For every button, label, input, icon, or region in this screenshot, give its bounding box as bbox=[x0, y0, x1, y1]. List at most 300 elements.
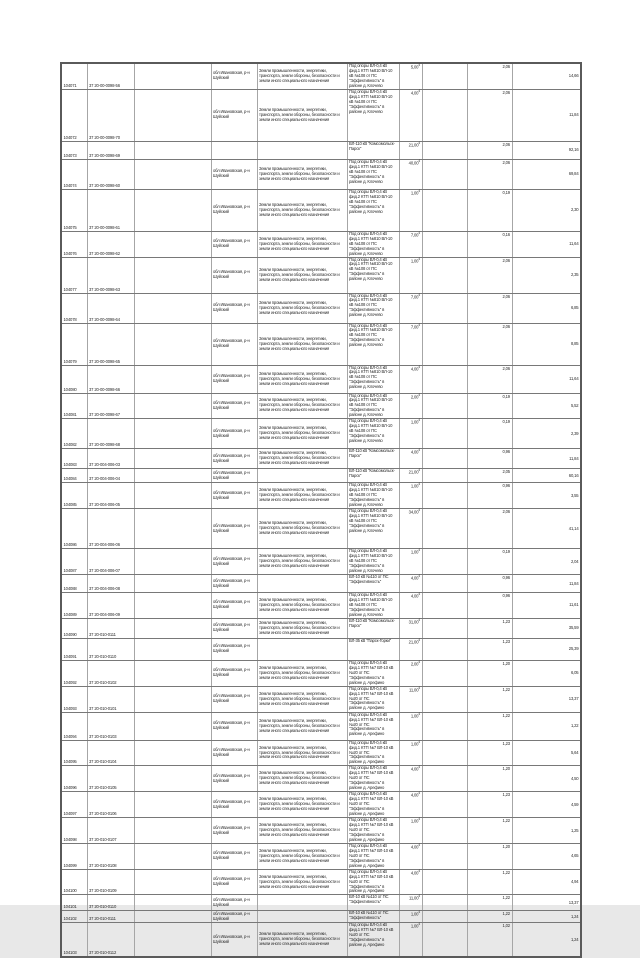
cell-record-id: 104084 bbox=[61, 469, 87, 483]
area-value: 5,00 bbox=[410, 64, 419, 70]
cell-area bbox=[399, 323, 422, 365]
area-footnote-marker: 4 bbox=[418, 364, 420, 369]
cell-total-value: 4,50 bbox=[512, 766, 581, 792]
cell-land-category: Земли промышленности, энергетики, транспорта, земли обороны, безопасности и земли иного специального назначения bbox=[257, 89, 347, 141]
cell-area bbox=[399, 792, 422, 818]
table-row bbox=[61, 740, 581, 766]
area-value: 1,00 bbox=[410, 911, 419, 917]
cell-total-value: 11,64 bbox=[512, 365, 581, 393]
area-footnote-marker: 4 bbox=[418, 842, 420, 847]
cell-cadastral-number: 37 20-010-0104 bbox=[87, 740, 134, 766]
cell-purpose: Под опоры ВЛ-0,4 кВ фид.1 КТП №810 ВЛ-10 кВ №108 от ПС "Эффективность" в районе д. Клочево bbox=[347, 293, 399, 323]
cell-location: обл Ивановская, р-н Шуйский bbox=[211, 818, 257, 844]
cell-record-id: 104080 bbox=[61, 365, 87, 393]
cell-area bbox=[399, 618, 422, 638]
cell-rate: 1,23 bbox=[467, 618, 512, 638]
area-value: 1,00 bbox=[410, 483, 419, 489]
cell-total-value: 11,84 bbox=[512, 575, 581, 593]
cell-land-category bbox=[257, 638, 347, 660]
cell-record-id: 104092 bbox=[61, 660, 87, 686]
cell-rate: 1,20 bbox=[467, 766, 512, 792]
cell-blank bbox=[422, 792, 467, 818]
cell-purpose: Под опоры ВЛ-0,4 кВ фид.1 КТП №810 ВЛ-10 кВ №108 от ПС "Эффективность" в районе д. Клочево bbox=[347, 509, 399, 549]
cell-total-value: 25,39 bbox=[512, 638, 581, 660]
table-row bbox=[61, 189, 581, 231]
cell-location: обл Ивановская, р-н Шуйский bbox=[211, 923, 257, 957]
cell-cadastral-number: 37 20-010-0103 bbox=[87, 712, 134, 740]
cell-area bbox=[399, 923, 422, 957]
table-row bbox=[61, 766, 581, 792]
cell-blank bbox=[422, 89, 467, 141]
area-footnote-marker: 4 bbox=[418, 292, 420, 297]
cell-cadastral-number: 37 20-00-0098-56 bbox=[87, 63, 134, 89]
cell-location: обл Ивановская, р-н Шуйский bbox=[211, 483, 257, 509]
table-row bbox=[61, 509, 581, 549]
cell-record-id: 104086 bbox=[61, 509, 87, 549]
cell-blank bbox=[422, 869, 467, 895]
cell-total-value: 5,52 bbox=[512, 393, 581, 419]
area-value: 4,00 bbox=[410, 844, 419, 850]
cell-land-category: Земли промышленности, энергетики, транспорта, земли обороны, безопасности и земли иного специального назначения bbox=[257, 257, 347, 293]
area-value: 4,00 bbox=[410, 593, 419, 599]
cell-purpose: ВЛ-10 кВ №110 от ПС "Эффективность" bbox=[347, 895, 399, 911]
cell-blank bbox=[422, 365, 467, 393]
cell-blank bbox=[422, 740, 467, 766]
cell-blank bbox=[422, 159, 467, 189]
cell-blank bbox=[134, 189, 211, 231]
cell-location: обл Ивановская, р-н Шуйский bbox=[211, 419, 257, 449]
cell-total-value: 1,24 bbox=[512, 911, 581, 923]
cell-location: обл Ивановская, р-н Шуйский bbox=[211, 618, 257, 638]
area-footnote-marker: 4 bbox=[418, 711, 420, 716]
cell-purpose: ВЛ-110 кВ "Комсомольск-Парск" bbox=[347, 141, 399, 159]
cell-total-value: 4,59 bbox=[512, 792, 581, 818]
table-row bbox=[61, 469, 581, 483]
area-value: 1,00 bbox=[410, 712, 419, 718]
cell-area bbox=[399, 660, 422, 686]
cell-record-id: 104072 bbox=[61, 89, 87, 141]
cell-rate: 2,06 bbox=[467, 89, 512, 141]
cell-total-value: 5,64 bbox=[512, 740, 581, 766]
cell-blank bbox=[134, 911, 211, 923]
cell-location: обл Ивановская, р-н Шуйский bbox=[211, 257, 257, 293]
area-footnote-marker: 4 bbox=[418, 63, 420, 67]
table-row bbox=[61, 393, 581, 419]
area-value: 2,00 bbox=[410, 393, 419, 399]
cell-blank bbox=[134, 419, 211, 449]
area-value: 1,00 bbox=[410, 257, 419, 263]
cell-cadastral-number: 37 20-00-0098-66 bbox=[87, 365, 134, 393]
cell-blank bbox=[422, 593, 467, 619]
cell-total-value: 6,05 bbox=[512, 660, 581, 686]
cell-rate: 1,22 bbox=[467, 895, 512, 911]
area-value: 4,00 bbox=[410, 792, 419, 798]
cell-rate: 2,06 bbox=[467, 509, 512, 549]
table-row bbox=[61, 293, 581, 323]
cell-rate: 0,19 bbox=[467, 419, 512, 449]
cell-cadastral-number: 37 20-010-0107 bbox=[87, 818, 134, 844]
cell-land-category: Земли промышленности, энергетики, транспорта, земли обороны, безопасности и земли иного специального назначения bbox=[257, 189, 347, 231]
cell-blank bbox=[422, 293, 467, 323]
cell-cadastral-number: 37 20-010-0108 bbox=[87, 843, 134, 869]
cell-land-category bbox=[257, 469, 347, 483]
cell-rate: 2,06 bbox=[467, 365, 512, 393]
cell-cadastral-number: 37 20-010-0111 bbox=[87, 618, 134, 638]
area-value: 1,00 bbox=[410, 740, 419, 746]
cell-land-category bbox=[257, 911, 347, 923]
cell-area bbox=[399, 766, 422, 792]
area-value: 21,00 bbox=[408, 639, 419, 645]
cell-purpose: ВЛ-110 кВ "Комсомольск-Парск" bbox=[347, 449, 399, 469]
cell-land-category: Земли промышленности, энергетики, транспорта, земли обороны, безопасности и земли иного специального назначения bbox=[257, 766, 347, 792]
cell-record-id: 104071 bbox=[61, 63, 87, 89]
table-row bbox=[61, 618, 581, 638]
cell-cadastral-number: 37 20-004-006-07 bbox=[87, 549, 134, 575]
cell-blank bbox=[134, 923, 211, 957]
cell-rate: 0,19 bbox=[467, 549, 512, 575]
area-footnote-marker: 4 bbox=[418, 548, 420, 553]
area-value: 4,00 bbox=[410, 766, 419, 772]
cell-total-value: 35,59 bbox=[512, 618, 581, 638]
land-parcels-table bbox=[60, 62, 582, 958]
cell-purpose: Под опоры ВЛ-0,4 кВ фид.1 КТП №7 ВЛ-10 кВ №20 от ПС "Эффективность" в районе д. Арефино bbox=[347, 740, 399, 766]
cell-blank bbox=[134, 483, 211, 509]
area-footnote-marker: 4 bbox=[418, 88, 420, 93]
cell-cadastral-number: 37 20-010-0110 bbox=[87, 895, 134, 911]
area-footnote-marker: 4 bbox=[418, 230, 420, 235]
cell-total-value: 11,84 bbox=[512, 449, 581, 469]
cell-purpose: Под опоры ВЛ-0,4 кВ фид.1 КТП №810 ВЛ-10 кВ №108 от ПС "Эффективность" в районе д. Клочево bbox=[347, 257, 399, 293]
cell-record-id: 104093 bbox=[61, 686, 87, 712]
cell-record-id: 104085 bbox=[61, 483, 87, 509]
cell-blank bbox=[422, 818, 467, 844]
area-value: 7,00 bbox=[410, 293, 419, 299]
cell-record-id: 104076 bbox=[61, 231, 87, 257]
cell-record-id: 104081 bbox=[61, 393, 87, 419]
area-footnote-marker: 4 bbox=[418, 482, 420, 487]
table-row bbox=[61, 449, 581, 469]
cell-blank bbox=[134, 159, 211, 189]
area-footnote-marker: 4 bbox=[418, 739, 420, 744]
cell-blank bbox=[422, 189, 467, 231]
cell-area bbox=[399, 549, 422, 575]
cell-blank bbox=[134, 549, 211, 575]
cell-record-id: 104087 bbox=[61, 549, 87, 575]
cell-blank bbox=[422, 638, 467, 660]
area-footnote-marker: 4 bbox=[418, 922, 420, 927]
cell-total-value: 1,22 bbox=[512, 712, 581, 740]
cell-location: обл Ивановская, р-н Шуйский bbox=[211, 293, 257, 323]
cell-blank bbox=[134, 141, 211, 159]
cell-total-value: 11,84 bbox=[512, 89, 581, 141]
cell-location: обл Ивановская, р-н Шуйский bbox=[211, 549, 257, 575]
cell-blank bbox=[422, 895, 467, 911]
cell-land-category: Земли промышленности, энергетики, транспорта, земли обороны, безопасности и земли иного специального назначения bbox=[257, 509, 347, 549]
cell-land-category: Земли промышленности, энергетики, транспорта, земли обороны, безопасности и земли иного специального назначения bbox=[257, 843, 347, 869]
cell-blank bbox=[422, 449, 467, 469]
area-footnote-marker: 4 bbox=[418, 322, 420, 327]
cell-total-value: 3,55 bbox=[512, 483, 581, 509]
cell-blank bbox=[422, 469, 467, 483]
cell-land-category: Земли промышленности, энергетики, транспорта, земли обороны, безопасности и земли иного специального назначения bbox=[257, 712, 347, 740]
area-value: 1,00 bbox=[410, 419, 419, 425]
cell-blank bbox=[422, 843, 467, 869]
area-footnote-marker: 4 bbox=[418, 685, 420, 690]
cell-cadastral-number: 37 20-004-006-08 bbox=[87, 575, 134, 593]
area-value: 34,00 bbox=[408, 509, 419, 515]
table-row bbox=[61, 686, 581, 712]
cell-purpose: Под опоры ВЛ-0,4 кВ фид.1 КТП №7 ВЛ-10 кВ №20 от ПС "Эффективность" в районе д. Арефино bbox=[347, 660, 399, 686]
cell-blank bbox=[422, 712, 467, 740]
cell-blank bbox=[134, 509, 211, 549]
cell-land-category: Земли промышленности, энергетики, транспорта, земли обороны, безопасности и земли иного специального назначения bbox=[257, 792, 347, 818]
cell-blank bbox=[134, 818, 211, 844]
cell-total-value: 2,35 bbox=[512, 257, 581, 293]
cell-land-category: Земли промышленности, энергетики, транспорта, земли обороны, безопасности и земли иного специального назначения bbox=[257, 483, 347, 509]
cell-area bbox=[399, 686, 422, 712]
cell-purpose: ВЛ-110 кВ "Комсомольск-Парск" bbox=[347, 469, 399, 483]
cell-location: обл Ивановская, р-н Шуйский bbox=[211, 469, 257, 483]
table-row bbox=[61, 895, 581, 911]
cell-land-category: Земли промышленности, энергетики, транспорта, земли обороны, безопасности и земли иного специального назначения bbox=[257, 618, 347, 638]
cell-blank bbox=[134, 792, 211, 818]
cell-rate: 1,22 bbox=[467, 869, 512, 895]
cell-purpose: ВЛ-10 кВ №110 от ПС "Эффективность" bbox=[347, 911, 399, 923]
area-value: 40,00 bbox=[408, 160, 419, 166]
cell-rate: 2,06 bbox=[467, 63, 512, 89]
cell-purpose: Под опоры ВЛ-0,4 кВ фид.1 КТП №7 ВЛ-10 кВ №20 от ПС "Эффективность" в районе д. Арефино bbox=[347, 766, 399, 792]
cell-total-value: 69,84 bbox=[512, 159, 581, 189]
cell-area bbox=[399, 189, 422, 231]
cell-land-category: Земли промышленности, энергетики, транспорта, земли обороны, безопасности и земли иного специального назначения bbox=[257, 393, 347, 419]
cell-location: обл Ивановская, р-н Шуйский bbox=[211, 365, 257, 393]
cell-purpose: Под опоры ВЛ-0,4 кВ фид.1 КТП №7 ВЛ-10 кВ №20 от ПС "Эффективность" в районе д. Арефино bbox=[347, 792, 399, 818]
cell-area bbox=[399, 231, 422, 257]
cell-cadastral-number: 37 20-004-006-05 bbox=[87, 483, 134, 509]
cell-cadastral-number: 37 20-004-006-09 bbox=[87, 593, 134, 619]
cell-rate: 2,05 bbox=[467, 469, 512, 483]
cell-rate: 2,06 bbox=[467, 293, 512, 323]
cell-cadastral-number: 37 20-00-0098-65 bbox=[87, 323, 134, 365]
cell-record-id: 104100 bbox=[61, 869, 87, 895]
cell-record-id: 104101 bbox=[61, 895, 87, 911]
cell-blank bbox=[134, 293, 211, 323]
cell-land-category: Земли промышленности, энергетики, транспорта, земли обороны, безопасности и земли иного специального назначения bbox=[257, 323, 347, 365]
table-row bbox=[61, 638, 581, 660]
cell-blank bbox=[134, 231, 211, 257]
cell-cadastral-number: 37 20-010-0110 bbox=[87, 638, 134, 660]
cell-land-category: Земли промышленности, энергетики, транспорта, земли обороны, безопасности и земли иного специального назначения bbox=[257, 231, 347, 257]
area-value: 4,00 bbox=[410, 870, 419, 876]
cell-total-value: 13,37 bbox=[512, 686, 581, 712]
cell-purpose: Под опоры ВЛ-0,4 кВ фид.1 КТП №810 ВЛ-10 кВ №108 от ПС "Эффективность" в районе д. Клочево bbox=[347, 323, 399, 365]
cell-blank bbox=[134, 89, 211, 141]
cell-area bbox=[399, 843, 422, 869]
cell-location: обл Ивановская, р-н Шуйский bbox=[211, 575, 257, 593]
cell-purpose: Под опоры ВЛ-0,4 кВ фид.1 КТП №810 ВЛ-10 кВ №108 от ПС "Эффективность" в районе д. Клочево bbox=[347, 159, 399, 189]
area-footnote-marker: 4 bbox=[418, 617, 420, 622]
cell-blank bbox=[422, 766, 467, 792]
cell-rate: 0,96 bbox=[467, 575, 512, 593]
cell-purpose: Под опоры ВЛ-0,4 кВ фид.1 КТП №810 ВЛ-10 кВ №108 от ПС "Эффективность" в районе д. Клочево bbox=[347, 89, 399, 141]
area-footnote-marker: 4 bbox=[418, 468, 420, 473]
cell-location: обл Ивановская, р-н Шуйский bbox=[211, 638, 257, 660]
cell-area bbox=[399, 89, 422, 141]
cell-total-value: 2,04 bbox=[512, 549, 581, 575]
cell-location: обл Ивановская, р-н Шуйский bbox=[211, 792, 257, 818]
cell-location: обл Ивановская, р-н Шуйский bbox=[211, 869, 257, 895]
cell-purpose: ВЛ-110 кВ "Комсомольск-Парск" bbox=[347, 618, 399, 638]
area-footnote-marker: 4 bbox=[418, 894, 420, 899]
cell-record-id: 104078 bbox=[61, 293, 87, 323]
table-row bbox=[61, 365, 581, 393]
cell-area bbox=[399, 712, 422, 740]
cell-rate: 2,06 bbox=[467, 257, 512, 293]
cell-cadastral-number: 37 20-00-0098-69 bbox=[87, 141, 134, 159]
area-footnote-marker: 4 bbox=[418, 448, 420, 453]
cell-area bbox=[399, 895, 422, 911]
cell-land-category: Земли промышленности, энергетики, транспорта, земли обороны, безопасности и земли иного специального назначения bbox=[257, 63, 347, 89]
table-row bbox=[61, 869, 581, 895]
cell-cadastral-number: 37 20-00-0098-61 bbox=[87, 189, 134, 231]
cell-location: обл Ивановская, р-н Шуйский bbox=[211, 449, 257, 469]
area-value: 1,00 bbox=[410, 923, 419, 929]
area-footnote-marker: 4 bbox=[418, 791, 420, 796]
cell-area bbox=[399, 483, 422, 509]
cell-rate: 0,96 bbox=[467, 449, 512, 469]
cell-land-category: Земли промышленности, энергетики, транспорта, земли обороны, безопасности и земли иного специального назначения bbox=[257, 923, 347, 957]
cell-record-id: 104094 bbox=[61, 712, 87, 740]
cell-record-id: 104091 bbox=[61, 638, 87, 660]
cell-location: обл Ивановская, р-н Шуйский bbox=[211, 189, 257, 231]
cell-purpose: Под опоры ВЛ-0,4 кВ фид.1 КТП №810 ВЛ-10 кВ №108 от ПС "Эффективность" в районе д. Клочево bbox=[347, 549, 399, 575]
area-value: 2,00 bbox=[410, 661, 419, 667]
table-row bbox=[61, 593, 581, 619]
area-value: 11,00 bbox=[408, 895, 419, 901]
cell-blank bbox=[134, 895, 211, 911]
cell-cadastral-number: 37 20-00-0098-68 bbox=[87, 419, 134, 449]
cell-blank bbox=[134, 843, 211, 869]
cell-record-id: 104077 bbox=[61, 257, 87, 293]
cell-blank bbox=[134, 686, 211, 712]
cell-total-value: 1,25 bbox=[512, 818, 581, 844]
cell-record-id: 104098 bbox=[61, 818, 87, 844]
cell-total-value: 6,85 bbox=[512, 293, 581, 323]
table-row bbox=[61, 660, 581, 686]
cell-record-id: 104089 bbox=[61, 593, 87, 619]
area-value: 1,00 bbox=[410, 818, 419, 824]
cell-purpose: Под опоры ВЛ-0,4 кВ фид.1 КТП №810 ВЛ-10 кВ №108 от ПС "Эффективность" в районе д. Клочево bbox=[347, 483, 399, 509]
area-footnote-marker: 4 bbox=[418, 188, 420, 193]
area-value: 21,00 bbox=[408, 469, 419, 475]
area-value: 21,00 bbox=[408, 142, 419, 148]
cell-location: обл Ивановская, р-н Шуйский bbox=[211, 89, 257, 141]
cell-cadastral-number: 37 20-010-0109 bbox=[87, 869, 134, 895]
cell-area bbox=[399, 449, 422, 469]
area-value: 31,00 bbox=[408, 619, 419, 625]
table-row bbox=[61, 89, 581, 141]
cell-location: обл Ивановская, р-н Шуйский bbox=[211, 231, 257, 257]
cell-location: обл Ивановская, р-н Шуйский bbox=[211, 686, 257, 712]
area-footnote-marker: 4 bbox=[418, 158, 420, 163]
cell-location: обл Ивановская, р-н Шуйский bbox=[211, 843, 257, 869]
cell-area bbox=[399, 575, 422, 593]
cell-blank bbox=[134, 869, 211, 895]
area-footnote-marker: 4 bbox=[418, 868, 420, 873]
cell-record-id: 104099 bbox=[61, 843, 87, 869]
cell-total-value: 4,65 bbox=[512, 843, 581, 869]
cell-purpose: Под опоры ВЛ-0,4 кВ фид.1 КТП №7 ВЛ-10 кВ №20 от ПС "Эффективность" в районе д. Арефино bbox=[347, 869, 399, 895]
cell-blank bbox=[422, 393, 467, 419]
cell-blank bbox=[134, 575, 211, 593]
cell-area bbox=[399, 869, 422, 895]
cell-location: обл Ивановская, р-н Шуйский bbox=[211, 593, 257, 619]
cell-rate: 2,06 bbox=[467, 323, 512, 365]
area-footnote-marker: 4 bbox=[418, 592, 420, 597]
table-row bbox=[61, 575, 581, 593]
cell-location: обл Ивановская, р-н Шуйский bbox=[211, 911, 257, 923]
cell-cadastral-number: 37 20-00-0098-67 bbox=[87, 393, 134, 419]
cell-purpose: Под опоры ВЛ-0,4 кВ фид.1 КТП №7 ВЛ-10 кВ №20 от ПС "Эффективность" в районе д. Арефино bbox=[347, 686, 399, 712]
cell-blank bbox=[422, 257, 467, 293]
cell-rate: 2,06 bbox=[467, 159, 512, 189]
cell-blank bbox=[134, 323, 211, 365]
cell-purpose: Под опоры ВЛ-0,4 кВ фид.1 КТП №810 ВЛ-10 кВ №108 от ПС "Эффективность" в районе д. Клочево bbox=[347, 393, 399, 419]
cell-purpose: Под опоры ВЛ-0,4 кВ фид.1 КТП №810 ВЛ-10 кВ №108 от ПС "Эффективность" в районе д. Клочево bbox=[347, 63, 399, 89]
cell-total-value: 11,64 bbox=[512, 231, 581, 257]
cell-cadastral-number: 37 20-010-0105 bbox=[87, 766, 134, 792]
cell-record-id: 104097 bbox=[61, 792, 87, 818]
cell-record-id: 104082 bbox=[61, 419, 87, 449]
cell-blank bbox=[134, 393, 211, 419]
area-value: 1,00 bbox=[410, 549, 419, 555]
table-row bbox=[61, 792, 581, 818]
cell-cadastral-number: 37 20-00-0098-64 bbox=[87, 293, 134, 323]
cell-land-category: Земли промышленности, энергетики, транспорта, земли обороны, безопасности и земли иного специального назначения bbox=[257, 419, 347, 449]
area-footnote-marker: 4 bbox=[418, 765, 420, 770]
cell-total-value: 41,14 bbox=[512, 509, 581, 549]
cell-rate: 0,96 bbox=[467, 483, 512, 509]
cell-blank bbox=[134, 766, 211, 792]
cell-rate: 1,22 bbox=[467, 712, 512, 740]
cell-cadastral-number: 37 20-00-0098-63 bbox=[87, 257, 134, 293]
cell-purpose: Под опоры ВЛ-0,4 кВ фид.2 КТП №810 ВЛ-10 кВ №108 от ПС "Эффективность" в районе д. Клочево bbox=[347, 189, 399, 231]
cell-cadastral-number: 37 20-00-0098-70 bbox=[87, 89, 134, 141]
area-value: 11,00 bbox=[408, 686, 419, 692]
cell-purpose: Под опоры ВЛ-0,4 кВ фид.1 КТП №810 ВЛ-10 кВ №108 от ПС "Эффективность" в районе д. Клочево bbox=[347, 365, 399, 393]
table-row bbox=[61, 63, 581, 89]
area-value: 1,00 bbox=[410, 190, 419, 196]
table-row bbox=[61, 141, 581, 159]
cell-rate: 0,96 bbox=[467, 593, 512, 619]
cell-area bbox=[399, 911, 422, 923]
cell-rate: 0,19 bbox=[467, 189, 512, 231]
area-footnote-marker: 4 bbox=[418, 392, 420, 397]
cell-land-category: Земли промышленности, энергетики, транспорта, земли обороны, безопасности и земли иного специального назначения bbox=[257, 365, 347, 393]
cell-purpose: Под опоры ВЛ-0,4 кВ фид.1 КТП №810 ВЛ-10 кВ №108 от ПС "Эффективность" в районе д. Клочево bbox=[347, 231, 399, 257]
cell-blank bbox=[134, 618, 211, 638]
cell-land-category: Земли промышленности, энергетики, транспорта, земли обороны, безопасности и земли иного специального назначения bbox=[257, 293, 347, 323]
cell-record-id: 104090 bbox=[61, 618, 87, 638]
cell-blank bbox=[134, 593, 211, 619]
cell-purpose: Под опоры ВЛ-0,4 кВ фид.1 КТП №7 ВЛ-10 кВ №20 от ПС "Эффективность" в районе д. Арефино bbox=[347, 818, 399, 844]
cell-land-category bbox=[257, 141, 347, 159]
cell-location: обл Ивановская, р-н Шуйский bbox=[211, 509, 257, 549]
cell-blank bbox=[422, 686, 467, 712]
cell-land-category: Земли промышленности, энергетики, транспорта, земли обороны, безопасности и земли иного специального назначения bbox=[257, 593, 347, 619]
cell-rate: 2,06 bbox=[467, 141, 512, 159]
cell-rate: 1,02 bbox=[467, 923, 512, 957]
